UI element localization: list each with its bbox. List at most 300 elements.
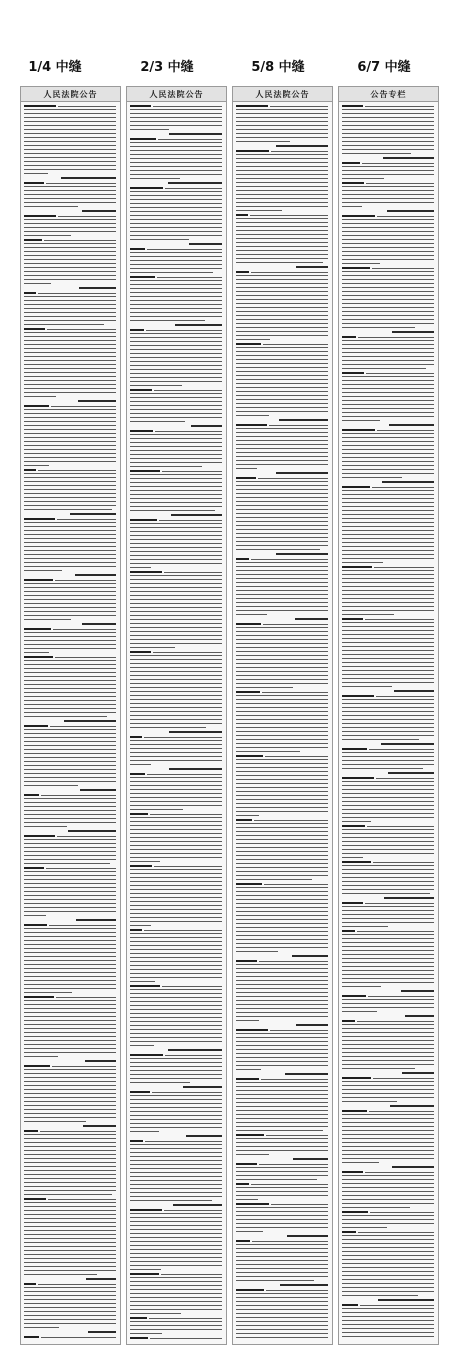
text-line [401, 990, 434, 992]
text-line [342, 494, 434, 495]
text-line [130, 523, 222, 524]
text-line [236, 339, 270, 340]
text-line [236, 1098, 328, 1099]
text-line [342, 1122, 434, 1123]
text-line [130, 748, 222, 749]
text-line [342, 1028, 434, 1029]
text-line [130, 223, 222, 224]
text-line [24, 628, 51, 630]
text-line [24, 542, 116, 543]
text-line [130, 207, 222, 208]
text-line [130, 1301, 222, 1302]
text-line [24, 1146, 116, 1147]
text-line [236, 141, 290, 142]
text-line [342, 352, 434, 353]
text-line [236, 699, 328, 700]
column-1 [20, 86, 121, 1345]
text-line [342, 453, 434, 454]
text-line [342, 906, 434, 907]
text-line [130, 1317, 147, 1319]
text-line [130, 1305, 222, 1306]
text-line [342, 756, 434, 757]
text-line [130, 711, 222, 712]
text-line [24, 421, 116, 422]
text-line [24, 300, 116, 301]
text-line [130, 121, 222, 122]
text-line [236, 1317, 328, 1318]
text-line [342, 1077, 371, 1079]
text-line [130, 921, 222, 922]
text-line [24, 648, 116, 649]
text-line [130, 1277, 222, 1278]
text-line [130, 158, 222, 159]
text-line [88, 1331, 116, 1333]
text-line [394, 690, 434, 692]
text-line [342, 546, 434, 547]
text-line [342, 206, 362, 207]
text-line [24, 806, 116, 807]
text-line [236, 1195, 328, 1196]
text-line [130, 442, 222, 443]
text-line [183, 1086, 222, 1088]
text-line [24, 149, 116, 150]
text-line [130, 756, 222, 757]
text-line [130, 413, 222, 414]
text-line [130, 1297, 222, 1298]
text-line [342, 404, 434, 405]
text-line [236, 727, 328, 728]
text-line [24, 976, 116, 977]
text-line [236, 711, 328, 712]
text-line [130, 977, 222, 978]
text-line [236, 980, 328, 981]
text-line [24, 267, 116, 268]
text-line [342, 1267, 434, 1268]
text-line [342, 841, 434, 842]
text-line [236, 1041, 328, 1042]
text-line [342, 251, 434, 252]
text-line [392, 331, 434, 333]
text-line [279, 419, 328, 421]
text-line [342, 1227, 387, 1228]
text-line [130, 316, 222, 317]
text-line [342, 889, 434, 890]
text-line [130, 1054, 163, 1056]
text-line [342, 186, 434, 187]
text-line [130, 146, 222, 147]
text-line [342, 809, 434, 810]
text-line [236, 807, 328, 808]
text-line [24, 1028, 116, 1029]
text-line [130, 1013, 222, 1014]
text-line [70, 513, 116, 515]
text-line [24, 1097, 116, 1098]
text-line [79, 287, 116, 289]
text-line [24, 546, 116, 547]
text-line [236, 1179, 317, 1180]
text-line [130, 797, 222, 798]
text-line [24, 1142, 116, 1143]
text-line [382, 481, 434, 483]
text-line [24, 182, 44, 184]
text-line [342, 227, 434, 228]
text-line [236, 1321, 328, 1322]
text-line [236, 222, 328, 223]
text-line [130, 917, 222, 918]
text-line [130, 1257, 222, 1258]
text-line [130, 841, 222, 842]
text-line [342, 125, 434, 126]
text-line [24, 501, 116, 502]
text-line [24, 231, 116, 232]
text-line [24, 1073, 116, 1074]
text-line [24, 1254, 116, 1255]
text-line [342, 881, 434, 882]
text-line [24, 1194, 112, 1195]
text-line [24, 656, 53, 658]
text-line [236, 803, 328, 804]
text-line [342, 566, 372, 568]
text-line [130, 941, 222, 942]
text-line [24, 1158, 116, 1159]
text-line [236, 1154, 269, 1155]
text-line [130, 478, 222, 479]
text-line [236, 875, 328, 876]
text-line [236, 1215, 328, 1216]
text-line [24, 554, 116, 555]
text-line [342, 1183, 434, 1184]
text-line [130, 405, 222, 406]
text-line [24, 907, 116, 908]
text-line [236, 395, 328, 396]
text-line [130, 635, 222, 636]
text-line [377, 216, 434, 217]
text-line [342, 821, 371, 822]
text-line [24, 716, 107, 717]
text-line [24, 863, 110, 864]
text-line [236, 117, 328, 118]
text-line [236, 1090, 328, 1091]
text-line [236, 691, 260, 693]
text-line [24, 875, 116, 876]
text-line [342, 805, 434, 806]
text-line [342, 1048, 434, 1049]
text-line [130, 458, 222, 459]
text-line [24, 696, 116, 697]
text-line [342, 1328, 434, 1329]
text-line [342, 1263, 434, 1264]
text-line [130, 1209, 162, 1211]
text-line [236, 190, 328, 191]
text-line [130, 199, 222, 200]
text-line [342, 797, 434, 798]
text-line [342, 416, 434, 417]
text-line [342, 137, 434, 138]
text-line [24, 1307, 116, 1308]
text-line [130, 203, 222, 204]
text-line [236, 1053, 328, 1054]
text-line [377, 430, 434, 431]
text-line [342, 109, 434, 110]
text-line [24, 952, 116, 953]
text-line [24, 1077, 116, 1078]
text-line [24, 818, 116, 819]
text-line [266, 1135, 328, 1136]
text-line [236, 819, 252, 821]
text-line [147, 249, 222, 250]
text-line [130, 227, 222, 228]
text-line [24, 308, 116, 309]
text-line [236, 623, 261, 625]
text-line [24, 485, 116, 486]
text-line [271, 151, 328, 152]
text-line [24, 405, 49, 407]
text-line [24, 356, 116, 357]
text-line [130, 1164, 222, 1165]
text-line [236, 667, 328, 668]
text-line [342, 461, 434, 462]
text-line [365, 1172, 434, 1173]
text-line [130, 1253, 222, 1254]
text-line [130, 1273, 159, 1275]
text-line [24, 891, 116, 892]
text-line [263, 624, 328, 625]
text-line [342, 1175, 434, 1176]
text-line [24, 312, 116, 313]
text-line [342, 121, 434, 122]
text-line [276, 472, 328, 474]
text-line [342, 873, 434, 874]
text-line [24, 988, 116, 989]
text-line [130, 1196, 222, 1197]
text-line [369, 749, 434, 750]
text-line [24, 672, 116, 673]
text-line [236, 731, 328, 732]
text-line [24, 194, 116, 195]
text-line [357, 931, 434, 932]
text-line [236, 1199, 258, 1200]
text-line [24, 489, 116, 490]
text-line [342, 825, 365, 827]
text-line [130, 639, 222, 640]
text-line [342, 1064, 434, 1065]
text-line [24, 928, 116, 929]
text-line [236, 509, 328, 510]
text-line [236, 254, 328, 255]
text-line [236, 182, 328, 183]
text-line [24, 843, 116, 844]
text-line [130, 829, 222, 830]
text-line [342, 441, 434, 442]
text-line [130, 655, 222, 656]
text-line [342, 1146, 434, 1147]
text-line [24, 372, 116, 373]
text-line [130, 571, 162, 573]
text-line [83, 1125, 116, 1127]
text-line [342, 845, 434, 846]
text-line [130, 985, 160, 987]
text-line [130, 1217, 222, 1218]
text-line [236, 150, 269, 152]
text-line [342, 372, 364, 374]
text-line [236, 121, 328, 122]
text-line [236, 1020, 259, 1021]
text-line [236, 1057, 328, 1058]
text-line [236, 517, 328, 518]
text-line [130, 337, 222, 338]
text-line [342, 1032, 434, 1033]
text-line [342, 768, 423, 769]
text-line [236, 1256, 328, 1257]
text-line [342, 465, 434, 466]
text-line [130, 1045, 154, 1046]
text-line [342, 666, 434, 667]
text-line [342, 1283, 434, 1284]
text-line [342, 1118, 434, 1119]
text-line [130, 675, 222, 676]
column-header: 人民法院公告 [21, 87, 120, 102]
text-line [24, 198, 116, 199]
text-line [236, 831, 328, 832]
text-line [130, 1289, 222, 1290]
text-line [24, 757, 116, 758]
text-line [130, 1005, 222, 1006]
text-line [236, 675, 328, 676]
text-line [236, 379, 328, 380]
text-line [130, 1078, 222, 1079]
text-line [24, 530, 116, 531]
text-line [130, 1119, 222, 1120]
text-line [24, 972, 116, 973]
text-line [236, 367, 328, 368]
text-line [130, 607, 222, 608]
text-line [24, 465, 49, 466]
text-line [342, 642, 434, 643]
text-line [24, 737, 116, 738]
text-line [24, 263, 116, 264]
text-line [236, 919, 328, 920]
text-line [236, 541, 328, 542]
text-line [24, 851, 116, 852]
text-line [254, 820, 328, 821]
text-line [24, 570, 62, 571]
text-line [342, 182, 364, 184]
text-line [236, 125, 328, 126]
text-line [236, 194, 328, 195]
text-line [24, 603, 116, 604]
text-line [24, 141, 116, 142]
text-line [24, 190, 116, 191]
text-line [342, 731, 434, 732]
text-line [158, 139, 222, 140]
text-line [173, 1204, 222, 1206]
text-line [236, 154, 328, 155]
text-line [236, 295, 328, 296]
text-line [130, 703, 222, 704]
text-line [236, 529, 328, 530]
text-line [236, 843, 328, 844]
text-line [366, 183, 434, 184]
text-line [342, 408, 434, 409]
text-line [342, 420, 380, 421]
text-line [24, 785, 78, 786]
text-line [130, 490, 222, 491]
text-line [236, 735, 328, 736]
text-line [236, 407, 328, 408]
text-line [342, 299, 434, 300]
text-line [236, 521, 328, 522]
text-line [342, 1247, 434, 1248]
text-line [383, 157, 434, 159]
text-line [236, 1175, 328, 1176]
text-line [24, 1052, 116, 1053]
text-line [368, 996, 434, 997]
text-line [130, 1140, 143, 1142]
text-line [24, 1186, 116, 1187]
text-line [236, 923, 328, 924]
text-line [130, 377, 222, 378]
text-line [144, 737, 222, 738]
text-line [342, 315, 434, 316]
text-line [236, 939, 328, 940]
text-line [24, 125, 116, 126]
text-line [342, 723, 434, 724]
text-line [130, 719, 222, 720]
text-line [342, 914, 434, 915]
text-line [342, 287, 434, 288]
text-line [342, 498, 434, 499]
text-line [342, 1040, 434, 1041]
text-line [236, 1313, 328, 1314]
text-line [130, 1103, 222, 1104]
text-line [130, 897, 222, 898]
text-line [24, 105, 56, 107]
text-line [342, 554, 434, 555]
text-line [24, 364, 116, 365]
text-line [236, 1289, 264, 1291]
col-label-1: 1/4 中缝 [28, 60, 82, 75]
text-line [24, 441, 116, 442]
text-line [130, 345, 222, 346]
text-line [342, 678, 434, 679]
text-line [24, 352, 116, 353]
text-line [373, 862, 434, 863]
text-line [130, 1168, 222, 1169]
text-line [130, 276, 155, 278]
text-line [165, 188, 222, 189]
text-line [342, 166, 434, 167]
text-line [342, 719, 434, 720]
text-line [130, 292, 222, 293]
text-line [236, 739, 328, 740]
text-line [130, 195, 222, 196]
text-line [24, 283, 51, 284]
text-line [130, 494, 222, 495]
text-line [24, 692, 116, 693]
text-line [24, 133, 116, 134]
text-line [236, 1029, 268, 1031]
text-line [130, 1131, 159, 1132]
text-line [24, 215, 56, 217]
text-line [162, 986, 222, 987]
text-line [342, 727, 434, 728]
text-line [378, 1299, 434, 1301]
text-line [236, 1211, 328, 1212]
text-line [342, 1243, 434, 1244]
text-line [130, 773, 145, 775]
text-line [24, 1222, 116, 1223]
text-line [342, 1223, 434, 1224]
